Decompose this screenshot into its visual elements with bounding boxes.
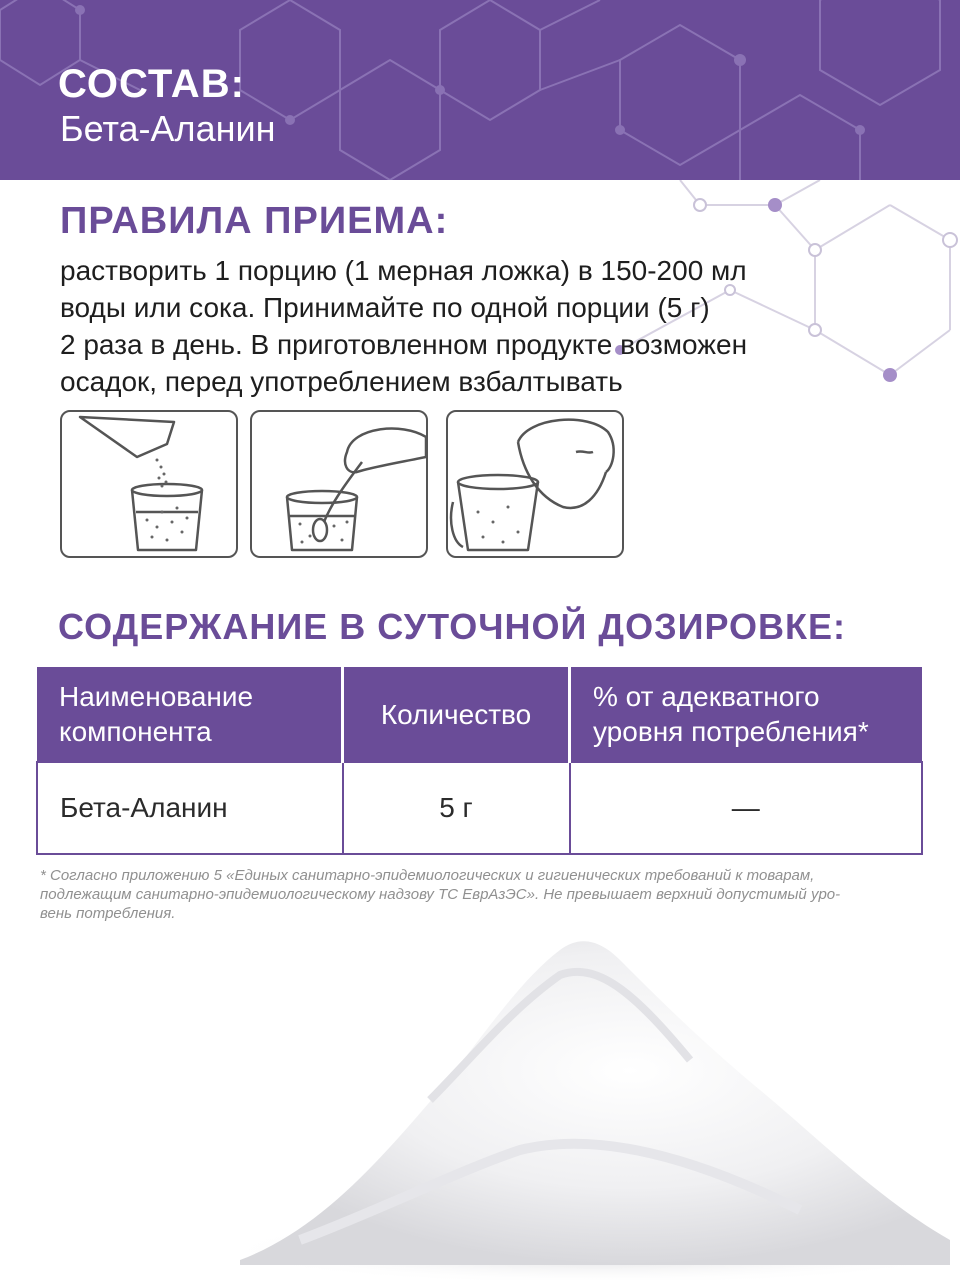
- column-header-name: Наименование компонента: [37, 667, 343, 762]
- footnote: * Согласно приложению 5 «Единых санитарно-эпидемиологических и гигиенических требований к товарам, подлежащим санитарно-эпидемиологическому надзову ТС ЕврАзЭС». Не превышает верхний допустимый уро- вень потребления.: [40, 867, 841, 922]
- step-stir: [250, 410, 428, 558]
- composition-banner: [0, 0, 960, 180]
- rules-line: 2 раза в день. В приготовленном продукте возможен: [60, 329, 748, 360]
- column-header-percent: % от адекватного уровня потребления*: [570, 667, 923, 762]
- table-header-row: [37, 667, 922, 762]
- cell-amount: 5 г: [343, 762, 570, 854]
- column-header-amount: Количество: [343, 667, 570, 762]
- rules-line: осадок, перед употреблением взбалтывать: [60, 366, 623, 397]
- rules-title: ПРАВИЛА ПРИЕМА:: [60, 200, 449, 242]
- stir-with-spoon-icon: [252, 412, 426, 556]
- rules-line: растворить 1 порцию (1 мерная ложка) в 150-200 мл: [60, 255, 747, 286]
- composition-value: Бета-Аланин: [60, 108, 276, 149]
- rules-text: [60, 252, 920, 400]
- step-drink: [446, 410, 624, 558]
- table-row: [37, 762, 922, 854]
- dosage-table: [36, 667, 923, 855]
- rules-line: воды или сока. Принимайте по одной порции (5 г): [60, 292, 710, 323]
- composition-title: СОСТАВ:: [58, 62, 245, 106]
- cell-percent: —: [570, 762, 923, 854]
- cell-component: Бета-Аланин: [37, 762, 343, 854]
- man-drinking-icon: [448, 412, 622, 556]
- pour-powder-into-glass-icon: [62, 412, 236, 556]
- step-pour: [60, 410, 238, 558]
- powder-pile-image: [0, 920, 960, 1280]
- dosage-title: СОДЕРЖАНИЕ В СУТОЧНОЙ ДОЗИРОВКЕ:: [58, 606, 847, 647]
